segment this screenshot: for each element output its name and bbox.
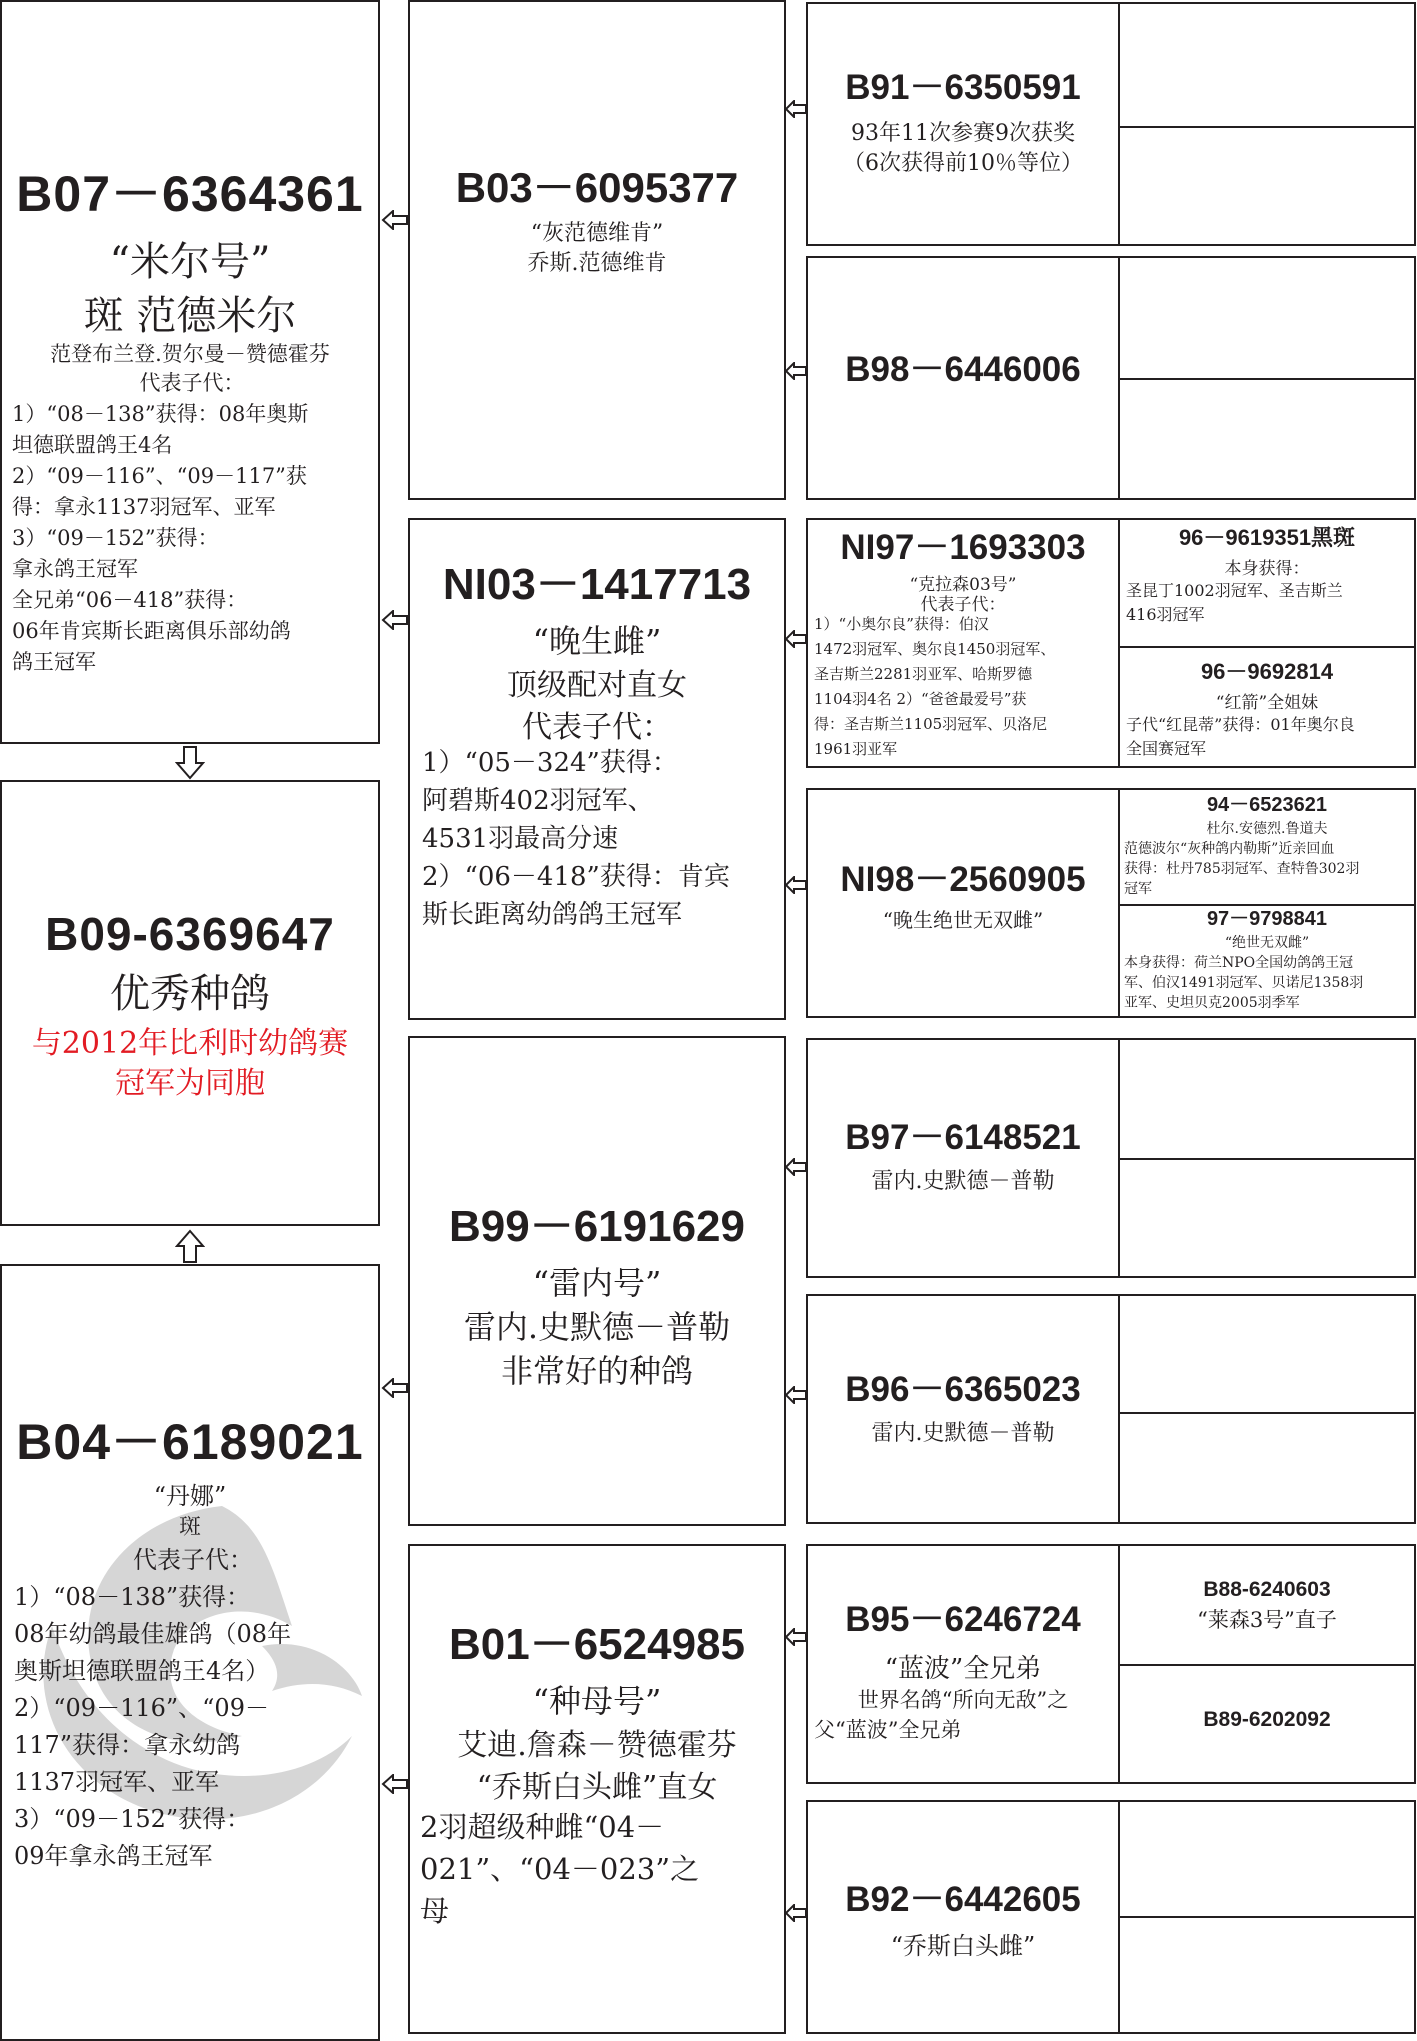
gen4-line: 范德波尔“灰种鸽内勒斯”近亲回血: [1124, 841, 1335, 857]
gen2-note: 阿碧斯402羽冠军、: [422, 786, 654, 816]
gen2-note: 母: [420, 1894, 450, 1928]
gen3-box-7: [806, 1800, 1416, 2034]
gen4-line: “莱森3号”直子: [1197, 1608, 1337, 1632]
gen4-ring: 96－9619351黑斑: [1178, 525, 1356, 550]
gen3-ring: B92－6442605: [845, 1880, 1081, 1919]
gen3-note: 得：圣吉斯兰1105羽冠军、贝洛尼: [814, 715, 1048, 733]
sire-name: “米尔号”: [109, 239, 271, 285]
gen4-line: 全国赛冠军: [1126, 739, 1207, 758]
sire-ring: B07－6364361: [16, 166, 364, 222]
gen4-line: 杜尔.安德烈.鲁道夫: [1206, 821, 1328, 837]
gen3-box-4: [806, 1038, 1416, 1278]
dam-name: “丹娜”: [153, 1482, 227, 1510]
sire-line: 06年肯宾斯长距离俱乐部幼鸽: [12, 619, 291, 643]
arrow-left-icon: [784, 876, 808, 894]
gen3-line: “乔斯白头雌”: [890, 1932, 1036, 1960]
gen2-ring: B03－6095377: [455, 164, 739, 211]
gen3-ring: B91－6350591: [845, 68, 1081, 107]
gen4-line: 冠军: [1124, 881, 1152, 897]
gen4-ring: 94－6523621: [1206, 794, 1328, 816]
gen2-note: 2）“06－418”获得：肯宾: [422, 862, 730, 892]
sire-color: 斑 范德米尔: [83, 293, 297, 339]
gen2-note: 2羽超级种雌“04－: [420, 1810, 665, 1844]
gen3-note: 1961羽亚军: [814, 740, 898, 758]
gen3-note: 1104羽4名 2）“爸爸最爱号”获: [814, 690, 1027, 708]
gen3-line: 父“蓝波”全兄弟: [814, 1718, 962, 1742]
gen4-line: “绝世无双雌”: [1224, 935, 1310, 951]
gen2-note: 021”、“04－023”之: [420, 1852, 700, 1886]
gen2-box-3: [408, 1544, 786, 2034]
dam-color: 斑: [178, 1515, 201, 1540]
arrow-left-icon: [381, 1774, 409, 1794]
gen3-box-5: [806, 1294, 1416, 1524]
gen4-line: 本身获得：荷兰NPO全国幼鸽鸽王冠: [1124, 955, 1354, 971]
gen3-box-2: [806, 518, 1416, 768]
gen4-line: 本身获得：: [1224, 559, 1310, 579]
gen2-ring: NI03－1417713: [442, 560, 752, 609]
sire-line: 1）“08－138”获得：08年奥斯: [12, 402, 309, 426]
gen4-ring: B88-6240603: [1203, 1578, 1331, 1601]
dam-ring: B04－6189021: [16, 1414, 364, 1470]
sire-line: 2）“09－116”、“09－117”获: [12, 464, 307, 488]
arrow-left-icon: [784, 630, 808, 648]
subject-note-2: 冠军为同胞: [115, 1066, 265, 1101]
sire-line: 得：拿永1137羽冠军、亚军: [12, 495, 276, 519]
sire-line: 拿永鸽王冠军: [12, 557, 138, 581]
gen2-line: 乔斯.范德维肯: [527, 251, 667, 276]
subject-subtitle: 优秀种鸽: [110, 971, 270, 1017]
gen3-notes: [814, 612, 1114, 762]
gen2-name: “晚生雌”: [532, 622, 662, 660]
sire-box: [0, 0, 380, 744]
gen2-note: 4531羽最高分速: [422, 824, 619, 854]
dam-line: 08年幼鸽最佳雄鸽（08年: [14, 1620, 292, 1648]
subject-ring: B09-6369647: [45, 908, 335, 960]
gen3-ring: NI97－1693303: [840, 528, 1086, 567]
subject-note-1: 与2012年比利时幼鸽赛: [31, 1026, 349, 1061]
gen3-line: 雷内.史默德－普勒: [871, 1169, 1055, 1194]
sire-line: 3）“09－152”获得：: [12, 526, 219, 550]
arrow-left-icon: [784, 100, 808, 118]
dam-line: 1137羽冠军、亚军: [14, 1768, 220, 1796]
gen2-notes: [420, 1806, 778, 1932]
gen2-line: “乔斯白头雌”直女: [476, 1770, 718, 1805]
sire-line: 全兄弟“06－418”获得：: [12, 588, 248, 612]
gen2-ring: B01－6524985: [448, 1620, 745, 1669]
gen4-line: 军、伯汉1491羽冠军、贝诺尼1358羽: [1124, 975, 1364, 991]
gen4-line: “红箭”全姐妹: [1215, 693, 1319, 713]
sire-breeder: 范登布兰登.贺尔曼－赞德霍芬: [50, 342, 330, 366]
gen3-ring: B97－6148521: [845, 1118, 1081, 1157]
gen4-ring: 96－9692814: [1200, 659, 1334, 684]
gen3-ring: B98－6446006: [845, 350, 1081, 389]
gen2-note: 1）“05－324”获得：: [422, 748, 678, 778]
gen2-box-0: [408, 0, 786, 500]
gen2-box-2: [408, 1036, 786, 1526]
gen3-note: 1472羽冠军、奥尔良1450羽冠军、: [814, 640, 1056, 658]
dam-line: 奥斯坦德联盟鸽王4名）: [14, 1657, 270, 1685]
gen3-box-0: [806, 2, 1416, 246]
gen2-name: “种母号”: [532, 1682, 662, 1720]
subject-box: [0, 780, 380, 1226]
sire-line: 代表子代：: [139, 371, 245, 395]
gen2-line: 雷内.史默德－普勒: [463, 1308, 731, 1346]
gen3-ring: B95－6246724: [845, 1600, 1081, 1639]
gen3-line: 93年11次参赛9次获奖: [851, 121, 1075, 146]
gen3-line: （6次获得前10％等位）: [843, 151, 1083, 176]
gen4-ring: B89-6202092: [1203, 1708, 1331, 1731]
arrow-left-icon: [784, 1904, 808, 1922]
arrow-left-icon: [784, 1158, 808, 1176]
gen4-ring: 97－9798841: [1206, 908, 1328, 930]
sire-notes: [12, 368, 372, 678]
dam-line: 代表子代：: [133, 1546, 253, 1574]
arrow-up-icon: [175, 1228, 205, 1264]
gen3-line: 世界名鸽“所向无敌”之: [857, 1688, 1069, 1712]
gen2-ring: B99－6191629: [448, 1202, 745, 1251]
dam-line: 117”获得：拿永幼鸽: [14, 1731, 241, 1759]
gen2-name: “雷内号”: [532, 1264, 662, 1302]
gen2-note: 斯长距离幼鸽鸽王冠军: [422, 900, 683, 930]
gen3-box-6: [806, 1544, 1416, 1784]
dam-line: 1）“08－138”获得：: [14, 1583, 251, 1611]
arrow-left-icon: [381, 1378, 409, 1398]
gen2-line: 代表子代：: [522, 710, 672, 745]
gen3-ring: NI98－2560905: [840, 860, 1086, 899]
dam-line: 3）“09－152”获得：: [14, 1805, 251, 1833]
arrow-left-icon: [784, 1386, 808, 1404]
gen3-line: “蓝波”全兄弟: [884, 1654, 1042, 1684]
gen4-line: 子代“红昆蒂”获得：01年奥尔良: [1126, 715, 1355, 734]
gen4-line: 圣昆丁1002羽冠军、圣吉斯兰: [1126, 581, 1343, 600]
gen2-line: 顶级配对直女: [507, 668, 687, 703]
dam-line: 09年拿永鸽王冠军: [14, 1842, 213, 1870]
gen2-notes: [422, 744, 778, 934]
gen3-line: “晚生绝世无双雌”: [882, 908, 1044, 932]
gen3-line: 雷内.史默德－普勒: [871, 1421, 1055, 1446]
gen4-line: 亚军、史坦贝克2005羽季军: [1124, 995, 1300, 1011]
gen2-line: “灰范德维肯”: [530, 221, 664, 246]
arrow-down-icon: [175, 745, 205, 781]
gen2-box-1: [408, 518, 786, 1020]
gen3-ring: B96－6365023: [845, 1370, 1081, 1409]
dam-notes: [14, 1542, 372, 1875]
dam-line: 2）“09－116”、“09－: [14, 1694, 269, 1722]
gen3-line: “克拉森03号”: [909, 575, 1017, 595]
gen3-line: 代表子代：: [920, 595, 1006, 615]
sire-line: 坦德联盟鸽王4名: [12, 433, 173, 457]
gen4-line: 416羽冠军: [1126, 605, 1205, 624]
sire-line: 鸽王冠军: [12, 650, 96, 674]
arrow-left-icon: [784, 362, 808, 380]
gen2-line: 艾迪.詹森－赞德霍芬: [457, 1728, 737, 1763]
gen3-note: 1）“小奥尔良”获得：伯汉: [814, 615, 989, 633]
arrow-left-icon: [381, 210, 409, 230]
dam-box: [0, 1264, 380, 2041]
arrow-left-icon: [381, 610, 409, 630]
gen3-box-3: [806, 788, 1416, 1018]
arrow-left-icon: [784, 1628, 808, 1646]
gen3-note: 圣吉斯兰2281羽亚军、哈斯罗德: [814, 665, 1033, 683]
gen2-line: 非常好的种鸽: [500, 1352, 693, 1390]
gen4-line: 获得：杜丹785羽冠军、查特鲁302羽: [1124, 861, 1360, 877]
gen3-box-1: [806, 256, 1416, 500]
